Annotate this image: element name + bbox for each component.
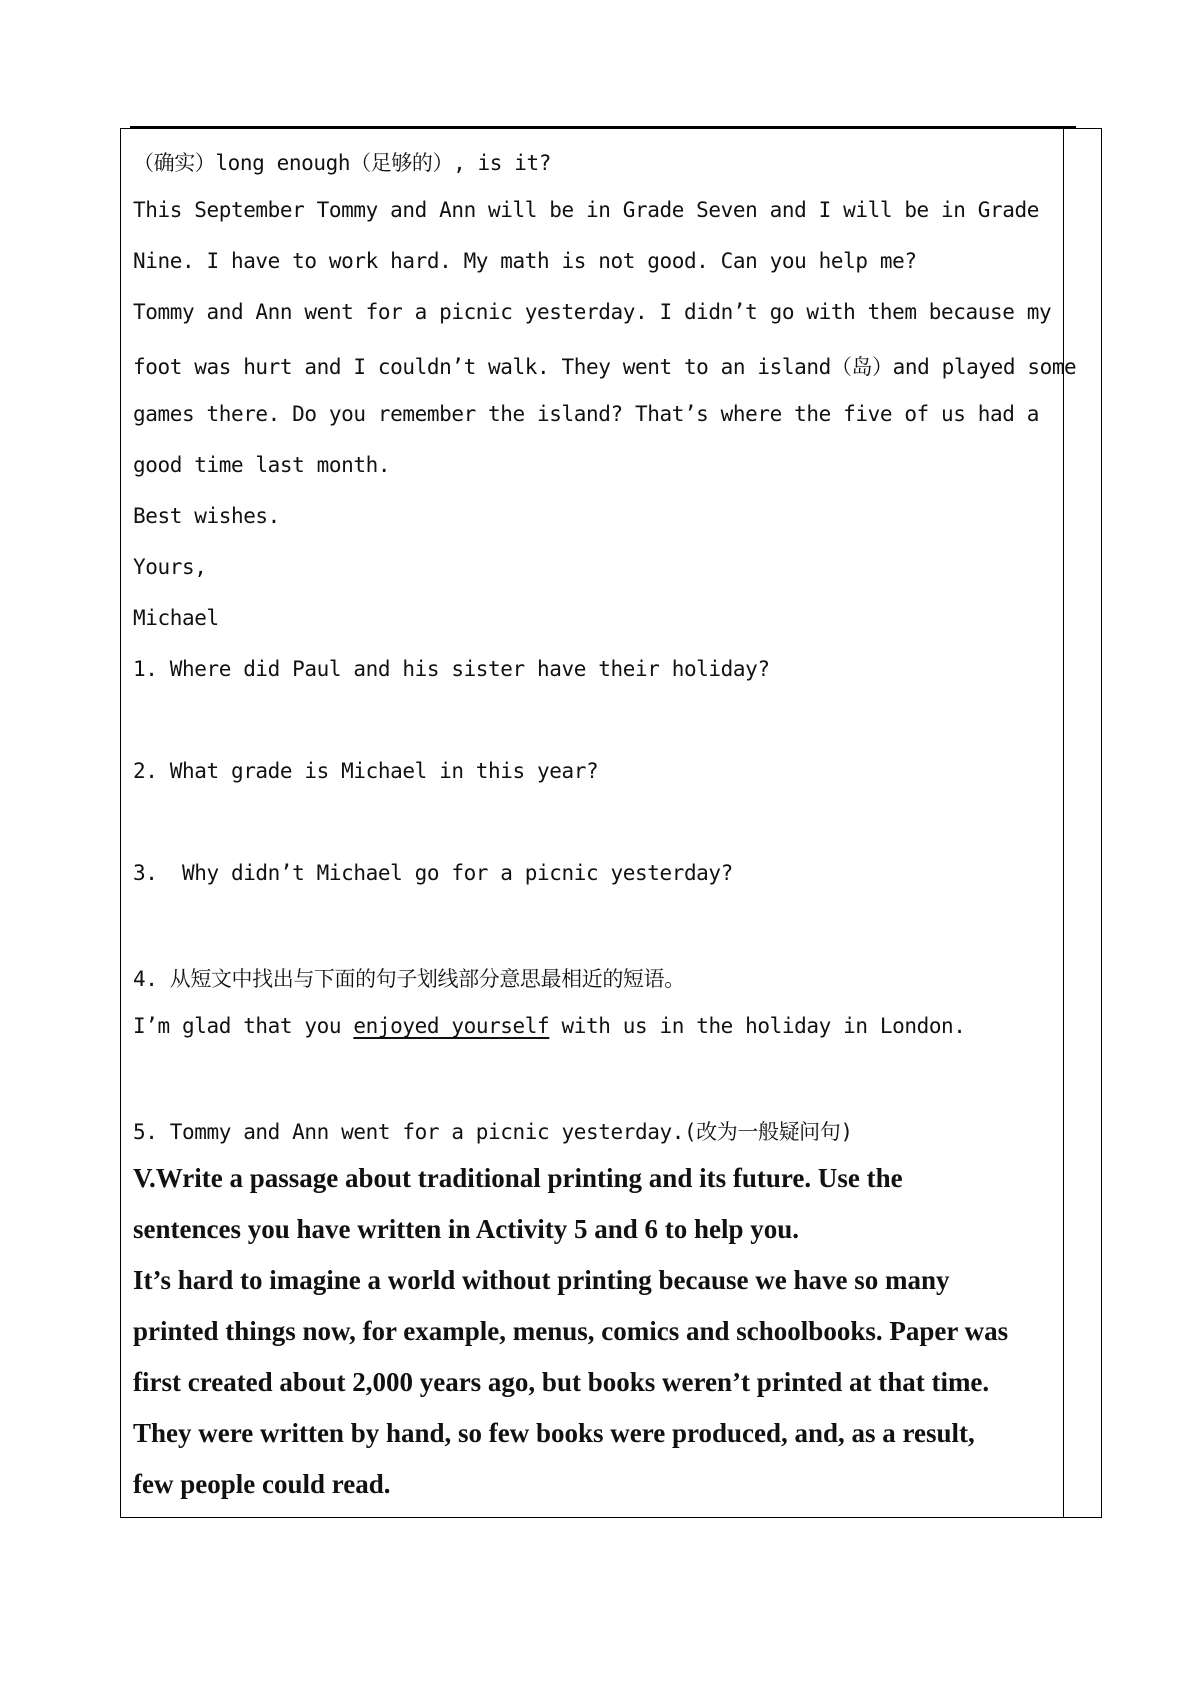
section-v-passage-line: They were written by hand, so few books were produced, and, as a result,: [133, 1418, 975, 1448]
letter-line: This September Tommy and Ann will be in Grade Seven and I will be in Grade: [133, 198, 1039, 222]
letter-line: Tommy and Ann went for a picnic yesterday. I didn’t go with them because my: [133, 300, 1052, 324]
letter-line: games there. Do you remember the island? That’s where the five of us had a: [133, 402, 1039, 426]
underlined-phrase: enjoyed yourself: [353, 1014, 550, 1038]
question-1: 1. Where did Paul and his sister have their holiday?: [133, 657, 770, 681]
letter-line: （确实）long enough（足够的）, is it?: [133, 151, 552, 175]
question-2: 2. What grade is Michael in this year?: [133, 759, 599, 783]
letter-signoff: Yours,: [133, 555, 207, 579]
question-3: 3. Why didn’t Michael go for a picnic yesterday?: [133, 861, 733, 885]
letter-line: Nine. I have to work hard. My math is not good. Can you help me?: [133, 249, 917, 273]
letter-signature: Michael: [133, 606, 219, 630]
section-v-heading: sentences you have written in Activity 5 and 6 to help you.: [133, 1214, 800, 1244]
letter-line: foot was hurt and I couldn’t walk. They went to an island（岛）and played some: [133, 355, 1077, 379]
letter-line: good time last month.: [133, 453, 391, 477]
sentence-text: I’m glad that you: [133, 1014, 354, 1038]
column-divider: [1063, 129, 1064, 1517]
worksheet-table: [120, 128, 1102, 1518]
section-v-passage-line: printed things now, for example, menus, comics and schoolbooks. Paper was: [133, 1316, 1009, 1346]
question-4-sentence: [133, 1014, 966, 1038]
letter-closing: Best wishes.: [133, 504, 280, 528]
question-5: 5. Tommy and Ann went for a picnic yesterday.(改为一般疑问句): [133, 1120, 853, 1144]
question-4: 4. 从短文中找出与下面的句子划线部分意思最相近的短语。: [133, 967, 685, 991]
section-v-passage-line: few people could read.: [133, 1469, 391, 1499]
sentence-text: with us in the holiday in London.: [549, 1014, 966, 1038]
section-v-passage-line: first created about 2,000 years ago, but books weren’t printed at that time.: [133, 1367, 990, 1397]
section-v-passage-line: It’s hard to imagine a world without printing because we have so many: [133, 1265, 950, 1295]
section-v-heading: V.Write a passage about traditional printing and its future. Use the: [133, 1163, 903, 1193]
